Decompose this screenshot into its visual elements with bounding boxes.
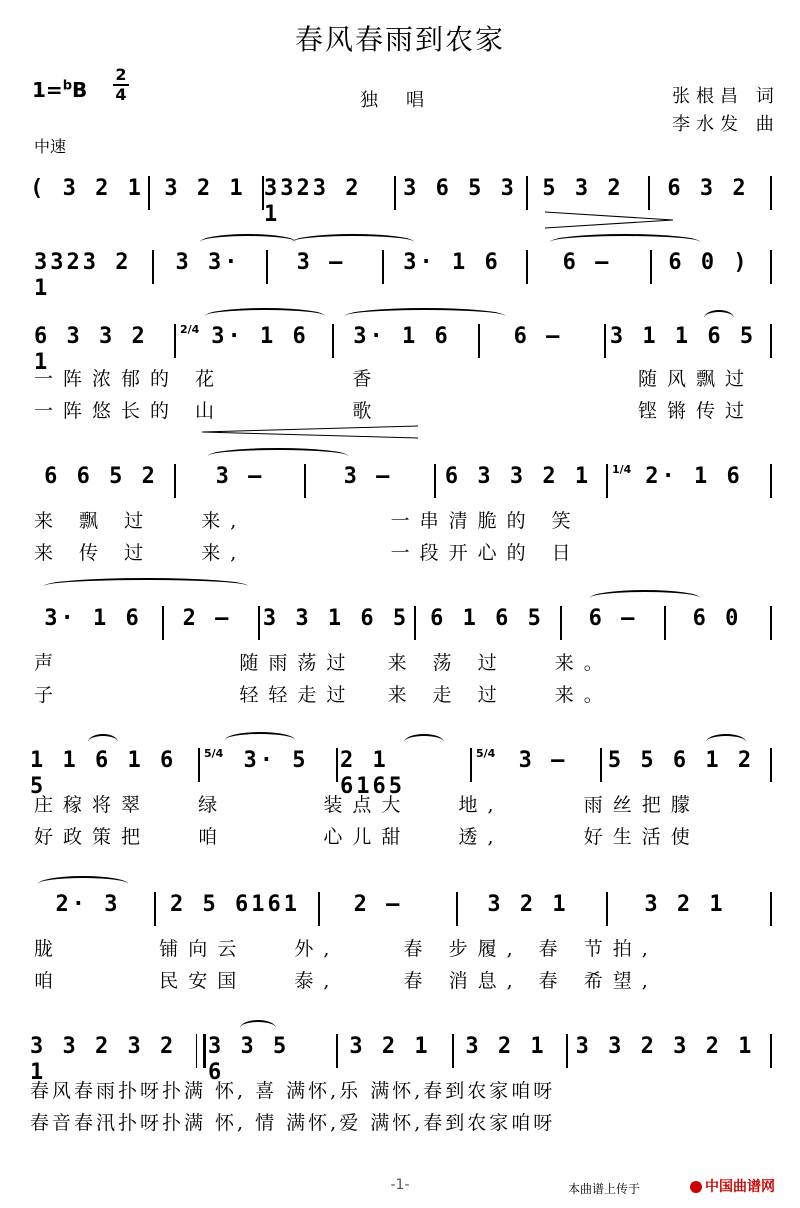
measure: 3 –	[215, 464, 265, 489]
measure: 3 3 2 3 2 1	[30, 1034, 177, 1085]
barline	[560, 606, 562, 640]
barline	[770, 1034, 772, 1068]
barline	[174, 324, 176, 358]
lyric-verse-1: 春风春雨扑呀扑满 怀, 喜 满怀,乐 满怀,春到农家咱呀	[30, 1080, 556, 1102]
measure: 6 1 6 5	[430, 606, 544, 631]
measure: 6 3 3 2 1	[444, 464, 592, 489]
measure: 3· 5	[243, 748, 309, 773]
lyric-verse-2: 春音春汛扑呀扑满 怀, 情 满怀,爱 满怀,春到农家咱呀	[30, 1112, 556, 1134]
measure: 3· 1 6	[353, 324, 451, 349]
measure: 3 –	[518, 748, 568, 773]
measure: 3 –	[343, 464, 393, 489]
measure: 6 –	[513, 324, 563, 349]
measure: 3 3·	[175, 250, 241, 275]
measure: 3· 1 6	[403, 250, 501, 275]
lyric-verse-1: 声 随雨荡过 来 荡 过 来。	[34, 652, 613, 674]
lyric-verse-2: 好政策把 咱 心儿甜 透, 好生活使	[34, 826, 700, 848]
measure: 5 3 2	[542, 176, 624, 201]
barline	[336, 1034, 338, 1068]
notation-row	[0, 747, 800, 848]
measure: 3 2 1	[164, 176, 246, 201]
meter-bottom: 4	[115, 85, 127, 104]
measure: 3 6 5 3	[403, 176, 517, 201]
slur	[44, 578, 248, 594]
barline	[606, 892, 608, 926]
measure: 6 3 3 2 1	[34, 324, 148, 375]
measure: 3 –	[296, 250, 346, 275]
barline	[770, 892, 772, 926]
barline	[566, 1034, 568, 1068]
performance-type: 独唱	[360, 90, 452, 111]
key-prefix: 1=	[32, 78, 63, 102]
measure: 3· 1 6	[211, 324, 309, 349]
measure: 3 2 1	[487, 892, 569, 917]
barline	[770, 324, 772, 358]
barline	[456, 892, 458, 926]
notation-row	[0, 323, 800, 422]
barline	[154, 892, 156, 926]
lyric-verse-2: 一阵悠长的 山 歌 铿锵传过	[34, 400, 754, 422]
measure: 3· 1 6	[44, 606, 142, 631]
measure: 2 5 6161	[170, 892, 300, 917]
measure: 5 5 6 1 2	[607, 748, 755, 773]
barline	[770, 464, 772, 498]
measure: 6 –	[588, 606, 638, 631]
barline	[770, 176, 772, 210]
measure: 1 1 6 1 6 5	[30, 748, 177, 799]
barline	[470, 748, 472, 782]
barline	[318, 892, 320, 926]
slur	[404, 734, 444, 750]
barline	[606, 464, 608, 498]
time-change: 5/4	[204, 747, 224, 760]
slur	[706, 734, 746, 750]
slur	[292, 234, 414, 250]
barline	[770, 250, 772, 284]
slur	[205, 308, 325, 324]
slur	[208, 448, 348, 464]
barline	[604, 324, 606, 358]
time-signature	[110, 66, 132, 104]
lyric-verse-1: 胧 铺向云 外, 春 步履, 春 节拍,	[34, 938, 658, 960]
song-title: 春风春雨到农家	[294, 23, 505, 56]
lyric-verse-1: 一阵浓郁的 花 香 随风飘过	[34, 368, 754, 390]
slur	[200, 234, 296, 250]
barline	[452, 1034, 454, 1068]
measure: 3 2 1	[644, 892, 726, 917]
page-number: -1-	[390, 1177, 410, 1193]
upload-note: 本曲谱上传于	[568, 1182, 641, 1196]
site-name: 中国曲谱网	[705, 1179, 775, 1195]
slur	[38, 876, 128, 892]
barline	[770, 748, 772, 782]
barline	[198, 748, 200, 782]
measure: 2 –	[182, 606, 232, 631]
meter-top: 2	[115, 65, 127, 84]
measure: ( 3 2 1	[30, 176, 144, 201]
notation-row	[0, 1034, 800, 1134]
measure: 2 –	[353, 892, 403, 917]
barline	[770, 606, 772, 640]
notation-row	[0, 463, 800, 564]
measure: 2· 1 6	[645, 464, 743, 489]
barline	[258, 606, 260, 640]
barline	[336, 748, 338, 782]
logo-icon	[690, 1181, 702, 1193]
measure: 6 0 )	[668, 250, 750, 275]
barline	[664, 606, 666, 640]
measure: 3 3 5 6	[208, 1034, 290, 1085]
slur	[590, 590, 700, 606]
slur	[550, 234, 700, 250]
barline	[600, 748, 602, 782]
measure: 3 2 1	[349, 1034, 431, 1059]
time-change: 1/4	[612, 463, 632, 476]
measure: 2· 3	[55, 892, 121, 917]
notation-row	[0, 892, 800, 992]
notation-row	[0, 606, 800, 706]
tempo-marking: 中速	[34, 137, 67, 156]
measure: 3 3 1 6 5	[262, 606, 410, 631]
measure: 6 6 5 2	[44, 464, 158, 489]
measure: 3 1 1 6 5	[609, 324, 757, 349]
time-change: 5/4	[476, 747, 496, 760]
lyric-verse-2: 子 轻轻走过 来 走 过 来。	[34, 684, 613, 706]
time-change: 2/4	[180, 323, 200, 336]
site-logo	[690, 1176, 775, 1196]
slur	[240, 1020, 276, 1036]
measure: 6 –	[562, 250, 612, 275]
measure: 6 3 2	[667, 176, 749, 201]
lyric-verse-1: 来 飘 过 来, 一串清脆的 笑	[34, 510, 581, 532]
slur	[704, 310, 734, 326]
lyric-verse-2: 咱 民安国 泰, 春 消息, 春 希望,	[34, 970, 658, 992]
measure: 3323 2 1	[264, 176, 362, 227]
measure: 6 0	[692, 606, 742, 631]
lyricist-credit: 张根昌 词	[672, 86, 780, 107]
measure: 3 3 2 3 2 1	[575, 1034, 755, 1059]
lyric-verse-2: 来 传 过 来, 一段开心的 日	[34, 542, 581, 564]
lyric-verse-1: 庄稼将翠 绿 装点大 地, 雨丝把朦	[34, 794, 700, 816]
measure: 2 1 6165	[340, 748, 405, 799]
barline	[174, 464, 176, 498]
key-note: B	[72, 78, 88, 102]
key-signature	[32, 78, 87, 102]
double-barline	[196, 1034, 206, 1068]
composer-credit: 李水发 曲	[672, 114, 780, 135]
measure: 3323 2 1	[34, 250, 132, 301]
notation-row	[0, 176, 800, 246]
slur	[345, 308, 505, 324]
slur	[225, 732, 295, 748]
measure: 3 2 1	[465, 1034, 547, 1059]
slur	[88, 734, 118, 750]
flat-sign: b	[62, 78, 72, 94]
barline	[414, 606, 416, 640]
